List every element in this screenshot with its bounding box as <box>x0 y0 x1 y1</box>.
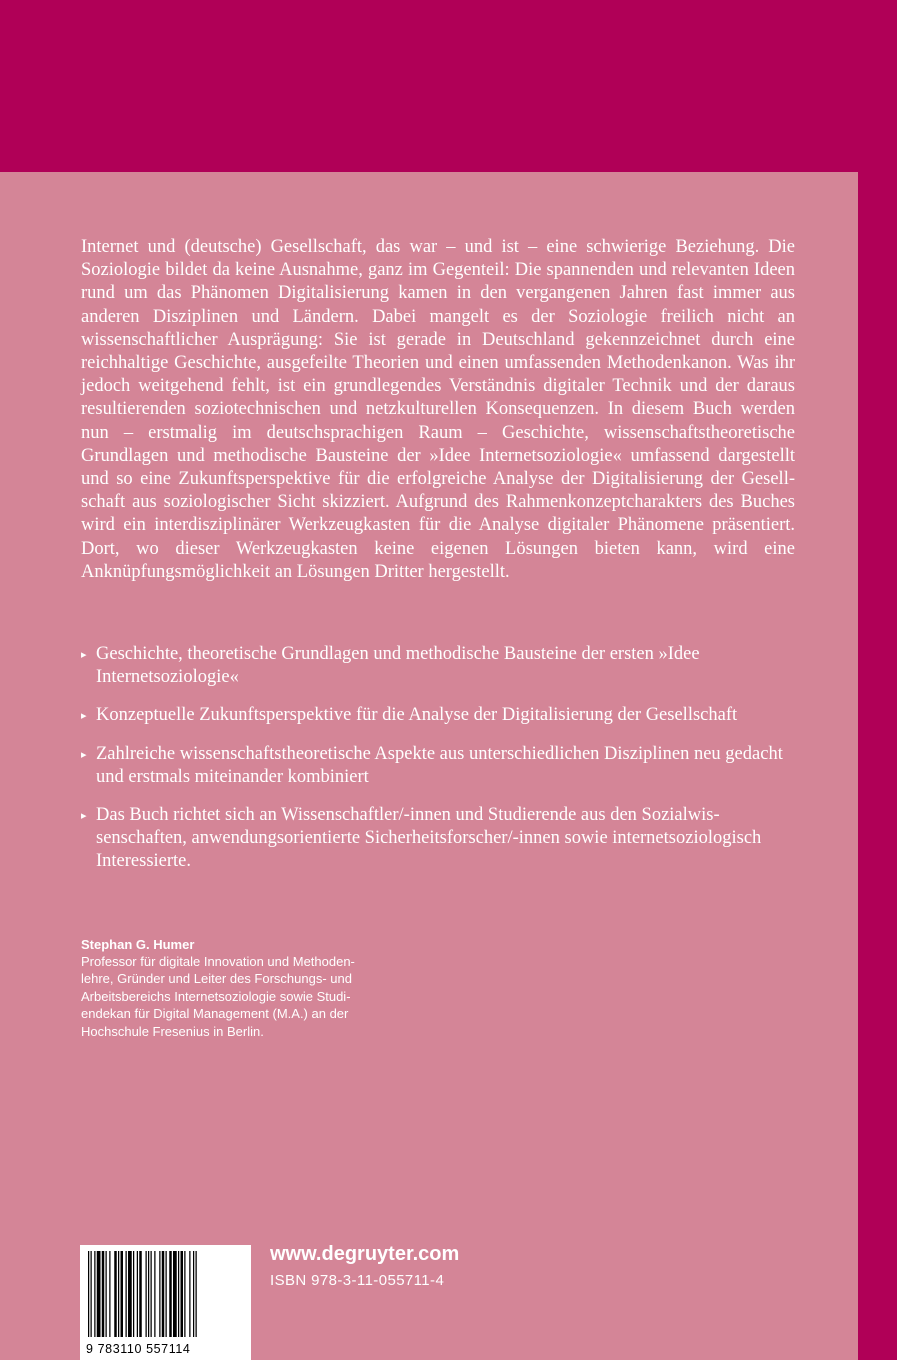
barcode-bar <box>189 1251 190 1337</box>
barcode-bar <box>169 1251 172 1337</box>
feature-item <box>81 743 795 789</box>
barcode-bar <box>133 1251 134 1337</box>
barcode-bar <box>114 1251 117 1337</box>
barcode-bar <box>94 1251 95 1337</box>
barcode-bar <box>154 1251 155 1337</box>
feature-item <box>81 804 795 874</box>
barcode-bar <box>148 1251 149 1337</box>
barcode-bar <box>126 1251 127 1337</box>
barcode-bar <box>109 1251 110 1337</box>
barcode-bar <box>139 1251 142 1337</box>
barcode-digits: 9 783110 557114 <box>86 1342 191 1356</box>
triangle-bullet-icon: ▸ <box>81 649 87 661</box>
feature-text: Konzeptuelle Zukunftsperspektive für die Analyse der Digitalisierung der Gesellschaft <box>96 705 738 726</box>
barcode-bar <box>88 1251 89 1337</box>
isbn-barcode <box>80 1245 251 1360</box>
barcode-bar <box>137 1251 138 1337</box>
feature-text: Das Buch richtet sich an Wissenschaftler/-innen und Studierende aus den Sozialwissenschaften, anwendungsorientierte Sicherheitsforscher/-innen sowie internetsoziologisch Interessierte. <box>96 805 762 872</box>
triangle-bullet-icon: ▸ <box>81 710 87 723</box>
feature-list <box>81 643 795 889</box>
author-name: Stephan G. Humer <box>81 937 195 952</box>
author-info <box>81 936 421 1040</box>
barcode-bar <box>128 1251 132 1337</box>
barcode-bar <box>193 1251 194 1337</box>
barcode-bars <box>88 1251 243 1337</box>
barcode-bar <box>102 1251 105 1337</box>
author-bio: Professor für digitale Innovation und Methoden- lehre, Gründer und Leiter des Forschungs- und Arbeitsbereichs Internetsoziologie sowie Studi- endekan für Digital Management (M.A.) an der Hochschule Fresenius in Berlin. <box>81 954 355 1039</box>
feature-text: Geschichte, theoretische Grundlagen und methodische Bausteine der ersten »Idee Internetsoziologie« <box>96 644 700 688</box>
barcode-bar <box>106 1251 107 1337</box>
barcode-bar <box>146 1251 147 1337</box>
barcode-bar <box>91 1251 92 1337</box>
publisher-website[interactable]: www.degruyter.com <box>270 1243 460 1265</box>
isbn-number: ISBN 978-3-11-055711-4 <box>270 1272 445 1289</box>
feature-item <box>81 643 795 689</box>
triangle-bullet-icon: ▸ <box>81 810 87 823</box>
barcode-bar <box>184 1251 185 1337</box>
blurb-text: Internet und (deutsche) Gesellschaft, das war – und ist – eine schwierige Beziehung. Die Soziologie bildet da keine Ausnahme, ganz im Gegenteil: Die spannenden und relevanten Ideen rund um das Phänomen Digitalisierung kamen in den vergangenen Jahren fast immer aus anderen Disziplinen und Ländern. Dabei mangelt es der Soziologie freilich nicht an wissenschaftlicher Ausprägung: Sie ist gerade in Deutschland gekennzeichnet durch eine reichhaltige Geschichte, ausgefeilte Theorien und einen umfassenden Methodenkanon. Was ihr jedoch weitgehend fehlt, ist ein grundlegendes Verständnis digitaler Technik und der daraus resultierenden soziotechnischen und netzkulturellen Konsequenzen. In diesem Buch werden nun – erstmalig im deutschsprachigen Raum – Geschichte, wissenschaftstheoretische Grundlagen und methodische Bausteine der »Idee Internetsoziologie« umfassend dargestellt und so eine Zukunftsperspektive für die erfolgreiche Analyse der Digitalisierung der Gesellschaft aus soziologischer Sicht skizziert. Aufgrund des Rahmenkonzeptcharakters des Buches wird ein interdisziplinärer Werkzeugkasten für die Analyse digitaler Phänomene präsentiert. Dort, wo dieser Werkzeugkasten keine eigenen Lösungen bieten kann, wird eine Anknüpfungsmöglichkeit an Lösungen Dritter hergestellt. <box>81 237 795 582</box>
triangle-bullet-icon: ▸ <box>81 748 87 761</box>
feature-item <box>81 704 795 727</box>
barcode-bar <box>121 1251 124 1337</box>
barcode-bar <box>166 1251 167 1337</box>
feature-text: Zahlreiche wissenschaftstheoretische Aspekte aus unterschiedlichen Disziplinen neu gedacht und erstmals miteinander kombiniert <box>96 743 783 787</box>
barcode-bar <box>196 1251 197 1337</box>
barcode-bar <box>162 1251 165 1337</box>
barcode-bar <box>178 1251 179 1337</box>
barcode-bar <box>118 1251 119 1337</box>
barcode-bar <box>173 1251 177 1337</box>
barcode-bar <box>181 1251 184 1337</box>
barcode-bar <box>151 1251 152 1337</box>
barcode-bar <box>97 1251 101 1337</box>
barcode-bar <box>159 1251 160 1337</box>
